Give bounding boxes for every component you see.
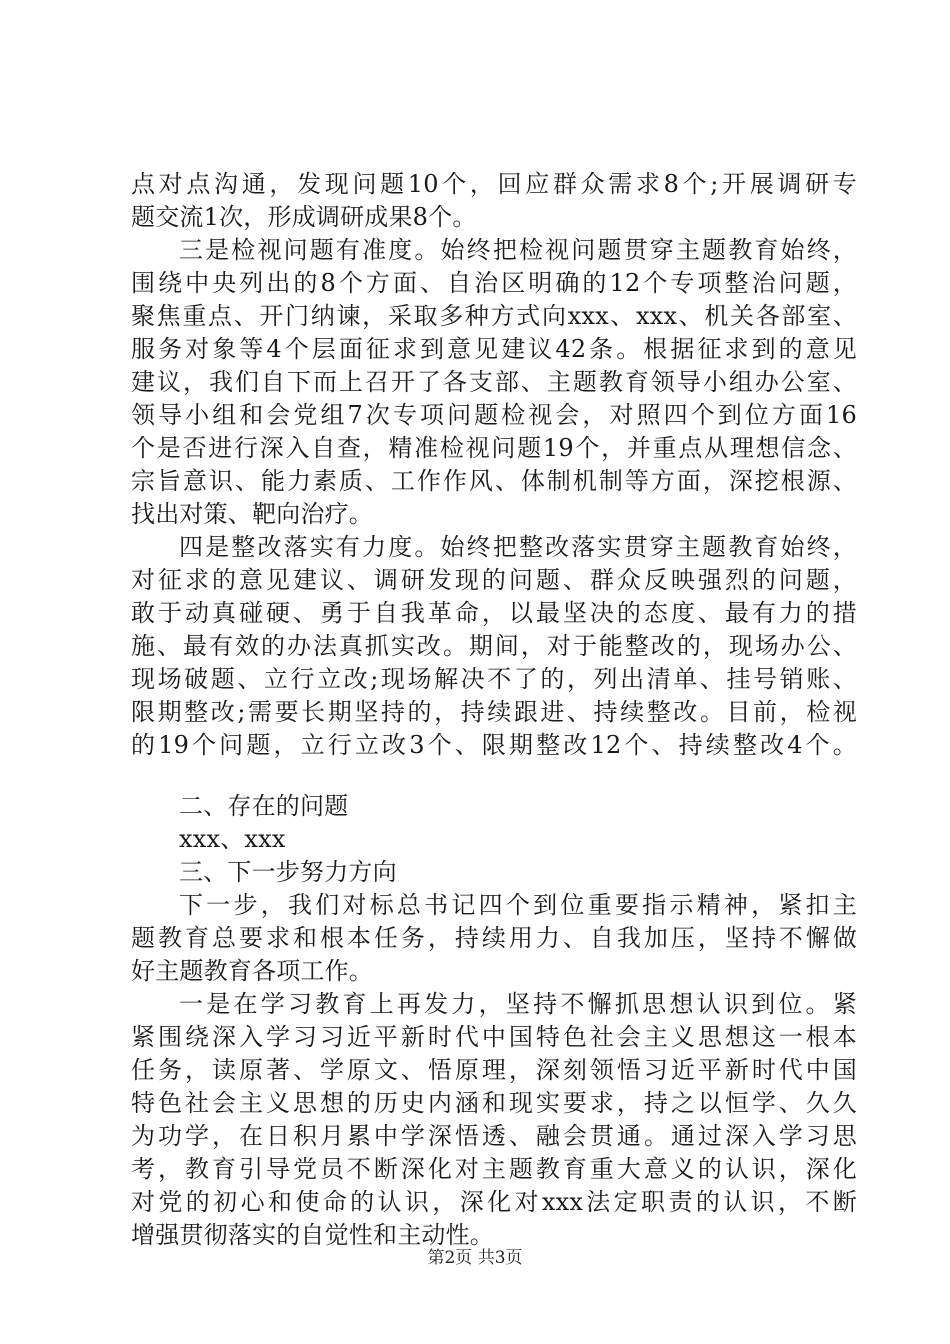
page-footer: 第2页 共3页 [427,1248,523,1268]
text-line: 聚焦重点、开门纳谏，采取多种方式向xxx、xxx、机关各部室、 [131,302,857,330]
paragraph-start-line: 下一步，我们对标总书记四个到位重要指示精神，紧扣主 [179,891,857,919]
paragraph-start-line: 一是在学习教育上再发力，坚持不懈抓思想认识到位。紧 [179,990,857,1018]
text-line: 围绕中央列出的8个方面、自治区明确的12个专项整治问题， [131,269,857,297]
text-line: 限期整改;需要长期坚持的，持续跟进、持续整改。目前，检视 [131,698,857,726]
text-line: 施、最有效的办法真抓实改。期间，对于能整改的，现场办公、 [131,632,857,660]
text-line: 题教育总要求和根本任务，持续用力、自我加压，坚持不懈做 [131,924,857,952]
text-line: 题交流1次，形成调研成果8个。 [131,203,477,231]
text-line: 现场破题、立行立改;现场解决不了的，列出清单、挂号销账、 [131,665,857,693]
text-line: 建议，我们自下而上召开了各支部、主题教育领导小组办公室、 [131,368,857,396]
text-line: 对征求的意见建议、调研发现的问题、群众反映强烈的问题， [131,566,857,594]
text-line: 个是否进行深入自查，精准检视问题19个，并重点从理想信念、 [131,434,857,462]
text-line: 特色社会主义思想的历史内涵和现实要求，持之以恒学、久久 [131,1089,857,1117]
text-line: 为功学，在日积月累中学深悟透、融会贯通。通过深入学习思 [131,1122,857,1150]
text-line: 增强贯彻落实的自觉性和主动性。 [131,1221,494,1249]
document-body [131,168,857,1252]
text-line: 考，教育引导党员不断深化对主题教育重大意义的认识，深化 [131,1155,857,1183]
text-line: 好主题教育各项工作。 [131,957,373,985]
text-line: 领导小组和会党组7次专项问题检视会，对照四个到位方面16 [131,401,857,429]
paragraph-start-line: 四是整改落实有力度。始终把整改落实贯穿主题教育始终， [179,533,857,561]
text-line: 找出对策、靶向治疗。 [131,500,373,528]
section-heading: 二、存在的问题 [179,792,349,820]
text-line: 点对点沟通，发现问题10个，回应群众需求8个;开展调研专 [131,170,857,198]
text-line: 宗旨意识、能力素质、工作作风、体制机制等方面，深挖根源、 [131,467,857,495]
text-line: xxx、xxx [179,825,286,853]
text-line: 任务，读原著、学原文、悟原理，深刻领悟习近平新时代中国 [131,1056,857,1084]
section-heading: 三、下一步努力方向 [179,858,397,886]
text-line: 对党的初心和使命的认识，深化对xxx法定职责的认识，不断 [131,1188,857,1216]
text-line: 的19个问题，立行立改3个、限期整改12个、持续整改4个。 [131,731,857,759]
text-line: 服务对象等4个层面征求到意见建议42条。根据征求到的意见 [131,335,857,363]
text-line: 敢于动真碰硬、勇于自我革命，以最坚决的态度、最有力的措 [131,599,857,627]
section-gap [131,762,857,790]
paragraph-start-line: 三是检视问题有准度。始终把检视问题贯穿主题教育始终， [179,236,857,264]
text-line: 紧围绕深入学习习近平新时代中国特色社会主义思想这一根本 [131,1023,857,1051]
